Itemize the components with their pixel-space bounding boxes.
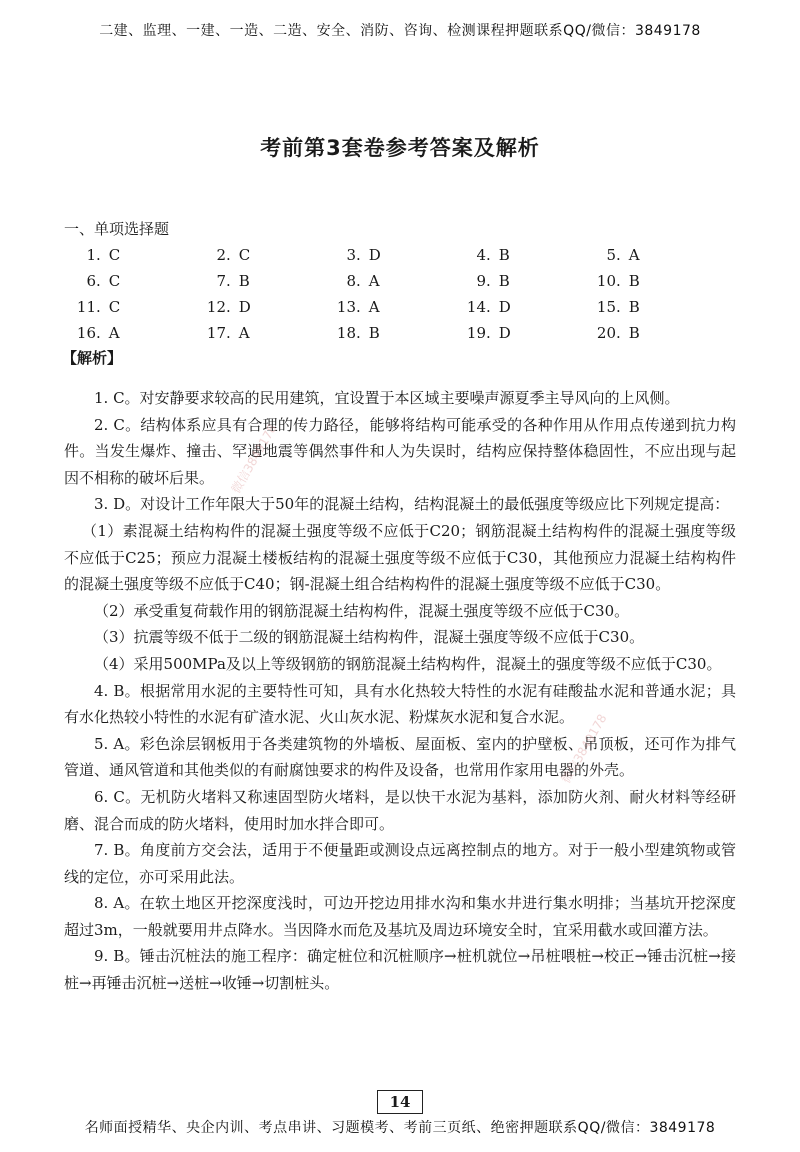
- answer-number: 20: [596, 324, 616, 342]
- answer-separator: .: [616, 324, 621, 342]
- answer-number: 13: [336, 298, 356, 316]
- answer-number: 14: [466, 298, 486, 316]
- analysis-paragraph: 6. C。无机防火堵料又称速固型防火堵料，是以快干水泥为基料，添加防火剂、耐火材料等经研磨、混合而成的防火堵料，使用时加水拌合即可。: [64, 787, 736, 833]
- answer-choice: D: [498, 298, 511, 316]
- answer-separator: .: [486, 324, 491, 342]
- promo-banner-bottom: 名师面授精华、央企内训、考点串讲、习题模考、考前三页纸、绝密押题联系QQ/微信：3849178: [84, 1120, 716, 1136]
- answer-item: [64, 244, 194, 266]
- analysis-paragraph: 3. D。对设计工作年限大于50年的混凝土结构，结构混凝土的最低强度等级应比下列规定提高：: [94, 495, 730, 514]
- answer-item: [194, 270, 324, 292]
- analysis-paragraph: 7. B。角度前方交会法，适用于不便量距或测设点远离控制点的地方。对于一般小型建筑物或管线的定位，亦可采用此法。: [64, 841, 736, 886]
- answer-item: [454, 270, 584, 292]
- answer-grid: [64, 244, 664, 344]
- answer-choice: C: [238, 246, 251, 264]
- answer-choice: C: [108, 246, 121, 264]
- answer-item: [454, 296, 584, 318]
- answer-choice: B: [628, 298, 640, 316]
- answer-separator: .: [486, 298, 491, 316]
- answer-item: [584, 322, 714, 344]
- answer-number: 10: [596, 272, 616, 290]
- answer-separator: .: [356, 298, 361, 316]
- analysis-paragraph: 5. A。彩色涂层钢板用于各类建筑物的外墙板、屋面板、室内的护壁板、吊顶板，还可作为排气管道、通风管道和其他类似的有耐腐蚀要求的构件及设备，也常用作家用电器的外壳。: [64, 734, 736, 780]
- analysis-paragraph: （4）采用500MPa及以上等级钢筋的钢筋混凝土结构构件，混凝土的强度等级不应低于C30。: [94, 654, 722, 673]
- answer-number: 19: [466, 324, 486, 342]
- answer-choice: B: [498, 272, 510, 290]
- answer-separator: .: [96, 246, 101, 264]
- answer-separator: .: [96, 324, 101, 342]
- watermark: 微信3849178: [228, 421, 280, 496]
- analysis-paragraph: 1. C。对安静要求较高的民用建筑，宜设置于本区域主要噪声源夏季主导风向的上风侧。: [94, 389, 680, 407]
- analysis-paragraph: 4. B。根据常用水泥的主要特性可知，具有水化热较大特性的水泥有硅酸盐水泥和普通水泥；具有水化热较小特性的水泥有矿渣水泥、火山灰水泥、粉煤灰水泥和复合水泥。: [64, 681, 736, 727]
- answer-separator: .: [96, 272, 101, 290]
- answer-separator: .: [96, 298, 101, 316]
- answer-separator: .: [616, 272, 621, 290]
- answer-separator: .: [616, 246, 621, 264]
- answer-item: [584, 270, 714, 292]
- answer-item: [324, 270, 454, 292]
- analysis-paragraph: （3）抗震等级不低于二级的钢筋混凝土结构构件，混凝土强度等级不应低于C30。: [94, 628, 645, 647]
- answer-number: 18: [336, 324, 356, 342]
- answer-choice: A: [238, 324, 250, 342]
- answer-number: 4: [476, 246, 486, 264]
- answer-choice: D: [238, 298, 251, 316]
- answer-separator: .: [486, 246, 491, 264]
- answer-number: 3: [346, 246, 356, 264]
- section-heading: 一、单项选择题: [64, 220, 170, 238]
- answer-separator: .: [356, 246, 361, 264]
- answer-choice: C: [108, 298, 121, 316]
- answer-item: [324, 296, 454, 318]
- answer-number: 9: [476, 272, 486, 290]
- answer-item: [324, 322, 454, 344]
- answer-item: [324, 244, 454, 266]
- answer-choice: B: [498, 246, 510, 264]
- answer-item: [194, 296, 324, 318]
- answer-number: 12: [206, 298, 226, 316]
- analysis-body: [64, 385, 736, 997]
- analysis-paragraph: 9. B。锤击沉桩法的施工程序：确定桩位和沉桩顺序→桩机就位→吊桩喂桩→校正→锤击沉桩→接桩→再锤击沉桩→送桩→收锤→切割桩头。: [64, 947, 736, 993]
- answer-number: 6: [86, 272, 96, 290]
- answer-choice: B: [368, 324, 380, 342]
- answer-item: [194, 244, 324, 266]
- analysis-paragraph: 2. C。结构体系应具有合理的传力路径，能够将结构可能承受的各种作用从作用点传递到抗力构件。当发生爆炸、撞击、罕遇地震等偶然事件和人为失误时，结构应保持整体稳固性，不应出现与起因不相称的破坏后果。: [64, 415, 736, 487]
- answer-choice: D: [498, 324, 511, 342]
- answer-choice: A: [628, 246, 640, 264]
- answer-number: 2: [216, 246, 226, 264]
- analysis-paragraph: （1）素混凝土结构构件的混凝土强度等级不应低于C20；钢筋混凝土结构构件的混凝土强度等级不应低于C25；预应力混凝土楼板结构的混凝土强度等级不应低于C30，其他预应力混凝土结构构件的混凝土强度等级不应低于C40；钢-混凝土组合结构构件的混凝土强度等级不应低于C30。: [64, 521, 736, 594]
- answer-choice: B: [628, 324, 640, 342]
- answer-choice: A: [368, 298, 380, 316]
- answer-item: [64, 322, 194, 344]
- answer-separator: .: [226, 324, 231, 342]
- answer-item: [454, 322, 584, 344]
- page-title: 考前第3套卷参考答案及解析: [260, 136, 540, 160]
- answer-separator: .: [226, 298, 231, 316]
- answer-item: [64, 270, 194, 292]
- analysis-paragraph: 8. A。在软土地区开挖深度浅时，可边开挖边用排水沟和集水井进行集水明排；当基坑开挖深度超过3m，一般就要用井点降水。当因降水而危及基坑及周边环境安全时，宜采用截水或回灌方法。: [64, 894, 736, 939]
- answer-separator: .: [486, 272, 491, 290]
- watermark: 微信3849178: [558, 711, 610, 786]
- promo-banner-top: 二建、监理、一建、一造、二造、安全、消防、咨询、检测课程押题联系QQ/微信：3849178: [99, 23, 701, 39]
- answer-number: 7: [216, 272, 226, 290]
- answer-item: [194, 322, 324, 344]
- analysis-label: 【解析】: [62, 349, 123, 367]
- answer-item: [454, 244, 584, 266]
- answer-separator: .: [356, 324, 361, 342]
- answer-choice: A: [368, 272, 380, 290]
- answer-choice: A: [108, 324, 120, 342]
- answer-separator: .: [226, 272, 231, 290]
- answer-separator: .: [356, 272, 361, 290]
- answer-number: 15: [596, 298, 616, 316]
- analysis-paragraph: （2）承受重复荷载作用的钢筋混凝土结构构件，混凝土强度等级不应低于C30。: [94, 601, 630, 620]
- answer-choice: B: [628, 272, 640, 290]
- page-number: 14: [377, 1090, 423, 1114]
- answer-number: 17: [206, 324, 226, 342]
- answer-number: 5: [606, 246, 616, 264]
- answer-choice: C: [108, 272, 121, 290]
- answer-choice: D: [368, 246, 381, 264]
- answer-number: 8: [346, 272, 356, 290]
- answer-number: 16: [76, 324, 96, 342]
- answer-separator: .: [616, 298, 621, 316]
- answer-number: 1: [86, 246, 96, 264]
- answer-item: [64, 296, 194, 318]
- answer-separator: .: [226, 246, 231, 264]
- answer-item: [584, 244, 714, 266]
- answer-number: 11: [76, 298, 96, 316]
- answer-choice: B: [238, 272, 250, 290]
- answer-item: [584, 296, 714, 318]
